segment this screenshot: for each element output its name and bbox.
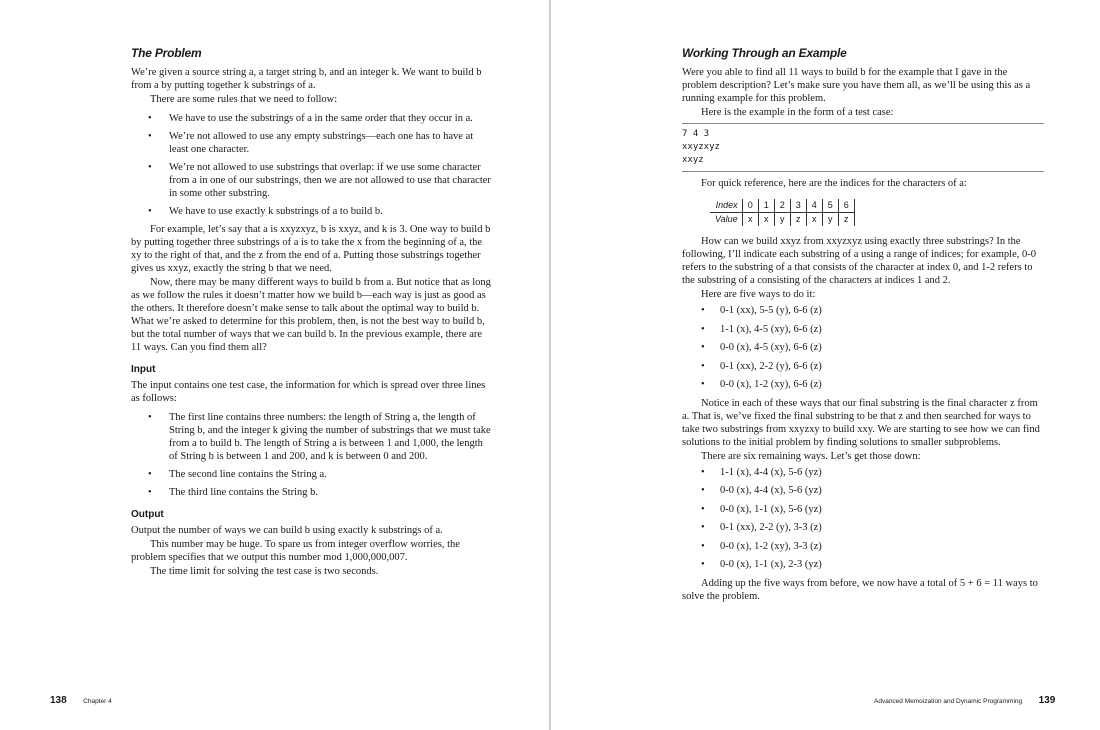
heading-output: Output [131,509,164,520]
list-item [682,341,1044,354]
table-cell: y [822,213,838,227]
bullet-icon: • [701,342,705,353]
list-item [131,112,493,125]
list-item-text: 0-0 (x), 1-2 (xy), 6-6 (z) [720,379,822,390]
input-list [131,411,493,499]
table-cell: x [758,213,774,227]
paragraph: Now, there may be many different ways to build b from a. But notice that as long as we follow the rules it doesn’t matter how we build b—each way is just as good as the others. It therefore doesn’t make sense to talk about the optimal way to build b. What we’re asked to determine for this problem, then, is not the best way to build b, but the total number of ways that we can build b. In the previous example, there are 11 ways. Can you find them all? [131,277,491,353]
list-item-text: We’re not allowed to use any empty substrings—each one has to have at least one character. [169,131,474,155]
bullet-icon: • [701,379,705,390]
table-row [710,199,854,213]
table-cell: 4 [806,199,822,213]
bullet-icon: • [701,485,705,496]
code-line: xxyzxyz [682,142,720,152]
list-item-text: 0-0 (x), 4-4 (x), 5-6 (yz) [720,485,822,496]
bullet-icon: • [148,469,152,480]
right-page [551,0,1100,730]
bullet-icon: • [148,113,152,124]
code-line: xxyz [682,155,704,165]
ways-list-first [682,304,1044,391]
paragraph: Notice in each of these ways that our final substring is the final character z from a. That is, we’ve fixed the final substring to be that z and then searched for ways to take two substrings from xxyzxy to build xxy. We are starting to see how we can find solutions to the initial problem by finding solutions to smaller subproblems. [682,397,1040,448]
paragraph: For example, let’s say that a is xxyzxyz, b is xxyz, and k is 3. One way to build b by putting together three substrings of a is to take the x from the beginning of a, the xy to the right of that, and the z from the end of a. Putting those substrings together gives us xxyz, exactly the string b that we need. [131,224,491,274]
list-item-text: 0-1 (xx), 2-2 (y), 6-6 (z) [720,360,822,372]
table-cell: 5 [822,199,838,213]
paragraph: Here is the example in the form of a test case: [701,107,894,118]
table-row [710,213,854,227]
bullet-icon: • [148,131,152,142]
right-text-column [682,44,1044,604]
bullet-icon: • [701,559,705,570]
paragraph: Were you able to find all 11 ways to build b for the example that I gave in the problem description? Let’s make sure you have them all, as we’ll be using this as a running example for this problem. [682,67,1031,104]
list-item-text: We have to use the substrings of a in the same order that they occur in a. [169,113,473,124]
table-cell: z [790,213,806,227]
heading-input: Input [131,364,156,375]
paragraph: There are some rules that we need to follow: [150,94,338,105]
list-item [682,466,1044,479]
list-item [682,360,1044,373]
bullet-icon: • [148,206,152,217]
paragraph: The time limit for solving the test case is two seconds. [150,566,379,577]
paragraph: How can we build xxyz from xxyzxyz using exactly three substrings? In the following, I’ll indicate each substring of a using a range of indices; for example, 0-0 refers to the substring of a that consists of the character at index 0, and 1-2 refers to the substring of a consisting of the characters at indices 1 and 2. [682,236,1036,286]
list-item-text: The second line contains the String a. [169,469,327,480]
list-item [682,323,1044,336]
chapter-label: Chapter 4 [83,698,112,705]
table-cell: y [774,213,790,227]
list-item [131,205,493,218]
list-item [682,484,1044,497]
table-header-cell: Index [710,199,742,213]
bullet-icon: • [701,466,705,478]
list-item [682,503,1044,516]
list-item-text: 0-0 (x), 1-2 (xy), 3-3 (z) [720,540,822,552]
bullet-icon: • [701,503,705,515]
left-text-column [131,44,493,579]
table-cell: x [742,213,758,227]
list-item-text: 1-1 (x), 4-4 (x), 5-6 (yz) [720,466,822,478]
list-item [682,558,1044,571]
page-number: 139 [1038,695,1056,706]
list-item-text: 1-1 (x), 4-5 (xy), 6-6 (z) [720,323,822,335]
table-cell: 0 [742,199,758,213]
bullet-icon: • [701,360,705,372]
paragraph: For quick reference, here are the indices for the characters of a: [701,178,967,189]
list-item-text: 0-1 (xx), 5-5 (y), 6-6 (z) [720,305,822,316]
list-item-text: 0-0 (x), 1-1 (x), 5-6 (yz) [720,503,822,515]
list-item [682,521,1044,534]
paragraph: Adding up the five ways from before, we now have a total of 5 + 6 = 11 ways to solve the problem. [682,577,1038,602]
bullet-icon: • [701,540,705,552]
table-cell: 3 [790,199,806,213]
rules-list [131,112,493,218]
list-item [131,161,493,200]
code-block [682,124,1044,171]
paragraph: We’re given a source string a, a target string b, and an integer k. We want to build b from a by putting together k substrings of a. [131,67,482,91]
list-item-text: 0-0 (x), 4-5 (xy), 6-6 (z) [720,342,822,353]
page-number: 138 [50,695,67,706]
bullet-icon: • [148,412,152,423]
divider [682,171,1044,172]
list-item-text: 0-0 (x), 1-1 (x), 2-3 (yz) [720,559,822,570]
table-cell: z [838,213,854,227]
table-cell: 6 [838,199,854,213]
bullet-icon: • [148,162,152,173]
list-item-text: The first line contains three numbers: the length of String a, the length of String b, and the integer k giving the number of substrings that we must take from a to build b. The length of String a is between 1 and 1,000, the length of String b is between 1 and 200, and k is between 0 and 200. [169,412,491,462]
index-table [710,199,855,226]
paragraph: There are six remaining ways. Let’s get those down: [701,450,921,462]
ways-list-second [682,466,1044,572]
table-cell: 2 [774,199,790,213]
table-cell: x [806,213,822,227]
left-page [0,0,549,730]
bullet-icon: • [701,522,705,533]
heading-working-through-example: Working Through an Example [682,46,847,60]
bullet-icon: • [701,323,705,335]
table-header-cell: Value [715,214,738,224]
list-item [131,468,493,481]
bullet-icon: • [701,305,705,316]
list-item [682,304,1044,317]
paragraph: Here are five ways to do it: [701,289,816,300]
list-item [131,486,493,499]
list-item [682,540,1044,553]
heading-the-problem: The Problem [131,46,202,60]
list-item-text: We have to use exactly k substrings of a to build b. [169,206,383,217]
right-footer [874,690,1055,708]
list-item-text: 0-1 (xx), 2-2 (y), 3-3 (z) [720,522,822,533]
list-item-text: We’re not allowed to use substrings that overlap: if we use some character from a in one of our substrings, then we are not allowed to use that character in some other substring. [169,162,491,199]
list-item [682,378,1044,391]
paragraph: This number may be huge. To spare us from integer overflow worries, the problem specifies that we output this number mod 1,000,000,007. [131,539,460,563]
left-footer [50,690,112,708]
running-title: Advanced Memoization and Dynamic Programming [874,698,1023,705]
paragraph: Output the number of ways we can build b using exactly k substrings of a. [131,525,443,536]
paragraph: The input contains one test case, the information for which is spread over three lines as follows: [131,380,486,404]
list-item [131,130,493,156]
table-cell: 1 [758,199,774,213]
bullet-icon: • [148,487,152,498]
list-item [131,411,493,463]
list-item-text: The third line contains the String b. [169,487,319,498]
code-line: 7 4 3 [682,129,710,139]
